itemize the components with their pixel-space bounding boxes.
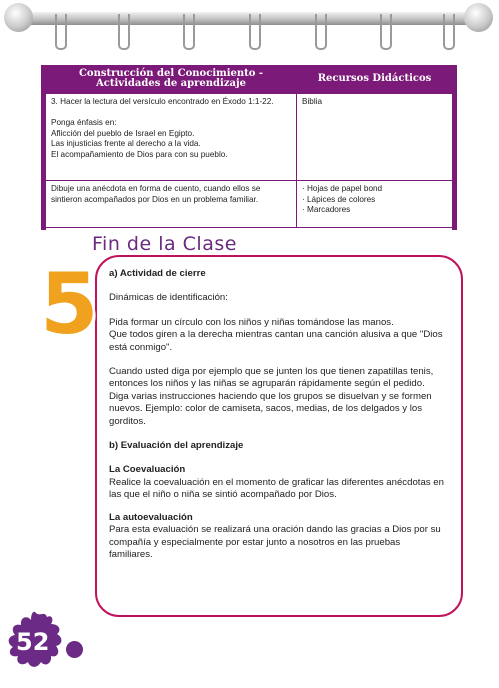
dynamics-label: Dinámicas de identificación: bbox=[109, 292, 228, 304]
table-cell bbox=[46, 94, 297, 181]
binder-rod-left-end bbox=[4, 3, 33, 32]
closing-activity-heading: a) Actividad de cierre bbox=[109, 268, 206, 279]
section-title: Fin de la Clase bbox=[92, 233, 237, 255]
binder-ring bbox=[249, 14, 261, 50]
page-number: 52 bbox=[16, 628, 50, 656]
paragraph: Pida formar un círculo con los niños y niñas tomándose las manos. bbox=[109, 316, 394, 328]
self-evaluation-heading: La autoevaluación bbox=[109, 511, 193, 523]
content-body bbox=[109, 268, 445, 561]
table-row bbox=[46, 94, 453, 181]
activities-table bbox=[45, 65, 453, 228]
binder-ring bbox=[380, 14, 392, 50]
table-cell bbox=[46, 181, 297, 228]
coevaluation-heading: La Coevaluación bbox=[109, 464, 186, 476]
binder-ring bbox=[55, 14, 67, 50]
decorative-dot bbox=[66, 641, 83, 658]
table-cell bbox=[297, 94, 453, 181]
paragraph: Diga varias instrucciones haciendo que los grupos se disuelvan y se formen nuevos. Ejemplo: color de camiseta, sacos, medias, de los delgados y los gorditos. bbox=[109, 390, 432, 427]
paragraph: Para esta evaluación se realizará una oración dando las gracias a Dios por su compañía y especialmente por estar junto a nosotros en las pruebas familiares. bbox=[109, 524, 441, 560]
paragraph: Cuando usted diga por ejemplo que se junten los que tienen zapatillas tenis, entonces los niños y las niñas se agruparán rápidamente según el pedido. bbox=[109, 366, 434, 390]
binder-ring bbox=[443, 14, 455, 50]
table-header-row bbox=[46, 65, 453, 94]
header-resources: Recursos Didácticos bbox=[297, 65, 453, 94]
paragraph: Realice la coevaluación en el momento de graficar las diferentes anécdotas en las que el niño o niña se sintió acompañado por Dios. bbox=[109, 476, 444, 501]
binder-rod-right-end bbox=[464, 3, 493, 32]
binder-ring bbox=[315, 14, 327, 50]
evaluation-heading: b) Evaluación del aprendizaje bbox=[109, 440, 244, 452]
binder-ring bbox=[118, 14, 130, 50]
drawing-activity-text: Dibuje una anécdota en forma de cuento, cuando ellos se sintieron acompañados por Dios en un problema familiar. bbox=[51, 184, 261, 204]
resource-bible: Biblia bbox=[302, 97, 323, 106]
paragraph: Que todos giren a la derecha mientras cantan una canción alusiva a que "Dios está conmigo". bbox=[109, 329, 443, 353]
resource-supplies: · Hojas de papel bond · Lápices de colores · Marcadores bbox=[302, 184, 383, 214]
header-activities-line2: Actividades de aprendizaje bbox=[96, 78, 246, 89]
header-activities-line1: Construcción del Conocimiento - bbox=[78, 68, 264, 79]
header-activities bbox=[46, 65, 297, 94]
binder-ring bbox=[183, 14, 195, 50]
reading-activity-text: 3. Hacer la lectura del versículo encontrado en Éxodo 1:1-22. Ponga énfasis en: Aflicción del pueblo de Israel en Egipto. Las injusticias frente al derecho a la vida. El acompañamiento de Dios para con su pueblo. bbox=[51, 97, 274, 159]
table-row bbox=[46, 181, 453, 228]
section-number: 5 bbox=[40, 255, 99, 353]
table-cell bbox=[297, 181, 453, 228]
